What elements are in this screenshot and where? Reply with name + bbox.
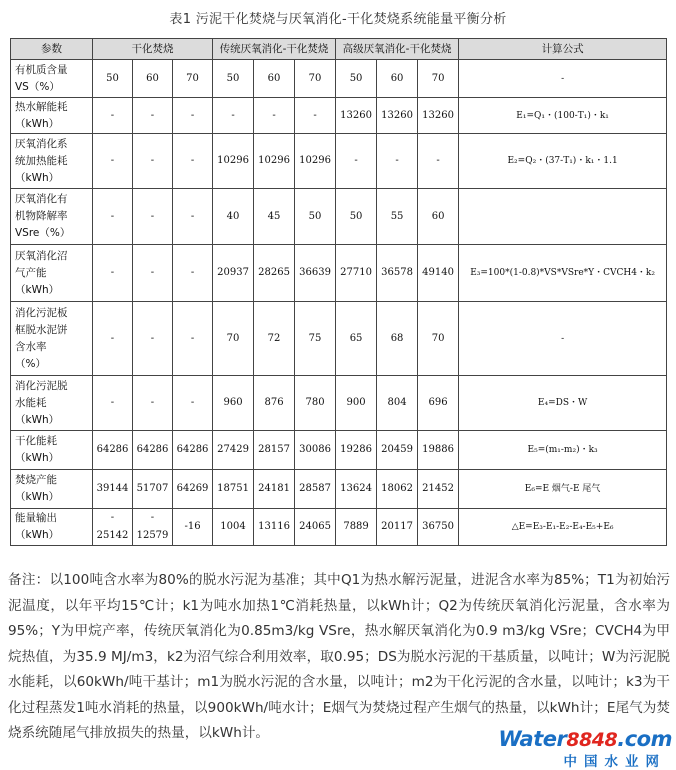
value-cell: 696 bbox=[418, 376, 459, 431]
value-cell: 804 bbox=[377, 376, 418, 431]
parameter-line: （kWh） bbox=[15, 117, 60, 130]
value-cell: 50 bbox=[336, 189, 377, 245]
row-parameter bbox=[11, 134, 93, 189]
value-cell: - bbox=[254, 98, 295, 134]
parameter-line: 消化污泥脱 bbox=[15, 379, 68, 392]
header-param: 参数 bbox=[11, 39, 93, 60]
row-parameter bbox=[11, 60, 93, 98]
value-cell: 28587 bbox=[295, 470, 336, 509]
formula-cell: E₄=DS・W bbox=[459, 376, 667, 431]
value-cell: 21452 bbox=[418, 470, 459, 509]
value-cell: 20117 bbox=[377, 509, 418, 546]
value-cell: 40 bbox=[213, 189, 254, 245]
parameter-line: 热水解能耗 bbox=[15, 100, 68, 113]
value-cell: 27429 bbox=[213, 431, 254, 470]
row-parameter bbox=[11, 302, 93, 376]
formula-cell: - bbox=[459, 60, 667, 98]
logo-cn-text: 中国水业网 bbox=[563, 754, 666, 770]
table-row bbox=[11, 134, 667, 189]
value-cell: 68 bbox=[377, 302, 418, 376]
formula-cell: - bbox=[459, 302, 667, 376]
value-cell: 900 bbox=[336, 376, 377, 431]
value-cell: 50 bbox=[93, 60, 133, 98]
parameter-line: （kWh） bbox=[15, 413, 60, 426]
header-conventional-ad: 传统厌氧消化-干化焚烧 bbox=[213, 39, 336, 60]
value-cell: 24181 bbox=[254, 470, 295, 509]
logo-water-text: Water bbox=[498, 727, 567, 751]
row-parameter bbox=[11, 431, 93, 470]
value-cell: 10296 bbox=[254, 134, 295, 189]
table-row bbox=[11, 376, 667, 431]
value-cell: 70 bbox=[173, 60, 213, 98]
table-row bbox=[11, 431, 667, 470]
energy-balance-table bbox=[10, 38, 667, 546]
value-cell: - bbox=[133, 134, 173, 189]
value-cell: 19886 bbox=[418, 431, 459, 470]
header-dry-incineration: 干化焚烧 bbox=[93, 39, 213, 60]
value-cell: - bbox=[173, 376, 213, 431]
logo-com-text: .com bbox=[617, 727, 672, 751]
parameter-line: 气产能 bbox=[15, 266, 47, 279]
row-parameter bbox=[11, 376, 93, 431]
value-cell: - bbox=[173, 302, 213, 376]
parameter-line: 厌氧消化沼 bbox=[15, 249, 68, 262]
parameter-line: （kWh） bbox=[15, 171, 60, 184]
parameter-line: 水能耗 bbox=[15, 396, 47, 409]
parameter-line: （kWh） bbox=[15, 491, 60, 503]
table-title: 表1 污泥干化焚烧与厌氧消化-干化焚烧系统能量平衡分析 bbox=[169, 12, 507, 27]
value-cell: 960 bbox=[213, 376, 254, 431]
value-cell: 20459 bbox=[377, 431, 418, 470]
value-cell: - bbox=[93, 98, 133, 134]
parameter-line: 有机质含量 bbox=[15, 63, 68, 76]
value-cell: 36639 bbox=[295, 245, 336, 302]
value-cell: 64286 bbox=[173, 431, 213, 470]
value-cell: 28265 bbox=[254, 245, 295, 302]
value-cell: 60 bbox=[133, 60, 173, 98]
value-cell: - bbox=[213, 98, 254, 134]
parameter-line: （kWh） bbox=[15, 529, 60, 541]
header-advanced-ad: 高级厌氧消化-干化焚烧 bbox=[336, 39, 459, 60]
value-cell: -16 bbox=[173, 509, 213, 546]
value-cell: 13260 bbox=[418, 98, 459, 134]
watermark-logo bbox=[498, 727, 672, 770]
parameter-line: （%） bbox=[15, 357, 46, 370]
value-cell: 70 bbox=[418, 60, 459, 98]
parameter-line: 机物降解率 bbox=[15, 210, 68, 222]
formula-cell: E₃=100*(1-0.8)*VS*VSre*Y・CVCH4・k₂ bbox=[459, 245, 667, 302]
parameter-line: 统加热能耗 bbox=[15, 154, 68, 167]
value-cell: 13260 bbox=[377, 98, 418, 134]
value-cell: 19286 bbox=[336, 431, 377, 470]
parameter-line: 厌氧消化有 bbox=[15, 193, 68, 205]
parameter-line: 干化能耗 bbox=[15, 435, 57, 447]
formula-cell: E₂=Q₂・(37-T₁)・k₁・1.1 bbox=[459, 134, 667, 189]
value-cell: - bbox=[377, 134, 418, 189]
header-formula: 计算公式 bbox=[459, 39, 667, 60]
parameter-line: 能量输出 bbox=[15, 512, 57, 524]
value-cell: - bbox=[173, 134, 213, 189]
value-cell: - bbox=[173, 245, 213, 302]
value-cell: 27710 bbox=[336, 245, 377, 302]
parameter-line: （kWh） bbox=[15, 283, 60, 296]
value-cell: - bbox=[93, 134, 133, 189]
row-parameter bbox=[11, 98, 93, 134]
value-cell: - bbox=[133, 245, 173, 302]
value-cell: - bbox=[295, 98, 336, 134]
table-header-row bbox=[11, 39, 667, 60]
parameter-line: （kWh） bbox=[15, 452, 60, 464]
value-cell: 65 bbox=[336, 302, 377, 376]
value-cell: 51707 bbox=[133, 470, 173, 509]
value-cell: 50 bbox=[336, 60, 377, 98]
value-cell: 13116 bbox=[254, 509, 295, 546]
value-cell: 55 bbox=[377, 189, 418, 245]
value-cell: 7889 bbox=[336, 509, 377, 546]
table-row bbox=[11, 60, 667, 98]
value-cell: 13260 bbox=[336, 98, 377, 134]
table-footnote: 备注：以100吨含水率为80%的脱水污泥为基准；其中Q1为热水解污泥量，进泥含水率为85%；T1为初始污泥温度，以年平均15℃计；k1为吨水加热1℃消耗热量，以kWh计；Q2为传统厌氧消化污泥量，含水率为95%；Y为甲烷产率，传统厌氧消化为0.85m3/kg VSre，热水解厌氧消化为0.9 m3/kg VSre；CVCH4为甲烷热值，为35.9 MJ/m3，k2为沼气综合利用效率，取0.95；DS为脱水污泥的干基质量，以吨计；W为污泥脱水能耗，以60kWh/吨干基计；m1为脱水污泥的含水量，以吨计；m2为干化污泥的含水量，以吨计；k3为干化过程蒸发1吨水消耗的热量，以900kWh/吨水计；E烟气为焚烧过程产生烟气的热量，以kWh计；E尾气为焚烧系统随尾气排放损失的热量，以kWh计。 bbox=[8, 572, 670, 741]
formula-cell: E₆=E 烟气-E 尾气 bbox=[459, 470, 667, 509]
value-cell: - bbox=[133, 189, 173, 245]
table-row bbox=[11, 245, 667, 302]
value-cell: 28157 bbox=[254, 431, 295, 470]
table-row bbox=[11, 98, 667, 134]
value-cell: - 12579 bbox=[133, 509, 173, 546]
parameter-line: 厌氧消化系 bbox=[15, 137, 68, 150]
row-parameter bbox=[11, 189, 93, 245]
value-cell: 49140 bbox=[418, 245, 459, 302]
value-cell: 780 bbox=[295, 376, 336, 431]
parameter-line: VS（%） bbox=[15, 80, 60, 93]
value-cell: 60 bbox=[254, 60, 295, 98]
value-cell: 64286 bbox=[93, 431, 133, 470]
value-cell: 24065 bbox=[295, 509, 336, 546]
value-cell: 60 bbox=[377, 60, 418, 98]
formula-cell bbox=[459, 189, 667, 245]
value-cell: 70 bbox=[295, 60, 336, 98]
parameter-line: 框脱水泥饼 bbox=[15, 323, 68, 336]
parameter-line: 焚烧产能 bbox=[15, 474, 57, 486]
value-cell: - bbox=[336, 134, 377, 189]
value-cell: - bbox=[133, 376, 173, 431]
row-parameter bbox=[11, 470, 93, 509]
table-row bbox=[11, 302, 667, 376]
value-cell: 64286 bbox=[133, 431, 173, 470]
value-cell: 60 bbox=[418, 189, 459, 245]
value-cell: 36578 bbox=[377, 245, 418, 302]
value-cell: - 25142 bbox=[93, 509, 133, 546]
value-cell: 45 bbox=[254, 189, 295, 245]
value-cell: 50 bbox=[295, 189, 336, 245]
value-cell: 18062 bbox=[377, 470, 418, 509]
table-row bbox=[11, 509, 667, 546]
value-cell: - bbox=[93, 302, 133, 376]
value-cell: 876 bbox=[254, 376, 295, 431]
value-cell: 50 bbox=[213, 60, 254, 98]
value-cell: - bbox=[93, 189, 133, 245]
value-cell: - bbox=[93, 376, 133, 431]
value-cell: 10296 bbox=[295, 134, 336, 189]
table-row bbox=[11, 189, 667, 245]
value-cell: 13624 bbox=[336, 470, 377, 509]
value-cell: - bbox=[133, 302, 173, 376]
value-cell: 36750 bbox=[418, 509, 459, 546]
value-cell: 30086 bbox=[295, 431, 336, 470]
value-cell: 10296 bbox=[213, 134, 254, 189]
table-row bbox=[11, 470, 667, 509]
formula-cell: △E=E₃-E₁-E₂-E₄-E₅+E₆ bbox=[459, 509, 667, 546]
row-parameter bbox=[11, 245, 93, 302]
value-cell: 20937 bbox=[213, 245, 254, 302]
parameter-line: 含水率 bbox=[15, 340, 47, 353]
value-cell: 18751 bbox=[213, 470, 254, 509]
value-cell: 70 bbox=[213, 302, 254, 376]
formula-cell: E₁=Q₁・(100-T₁)・k₁ bbox=[459, 98, 667, 134]
logo-number-text: 8848 bbox=[566, 729, 618, 751]
formula-cell: E₅=(m₁-m₂)・k₃ bbox=[459, 431, 667, 470]
value-cell: 70 bbox=[418, 302, 459, 376]
value-cell: 72 bbox=[254, 302, 295, 376]
value-cell: - bbox=[173, 189, 213, 245]
value-cell: - bbox=[93, 245, 133, 302]
value-cell: - bbox=[173, 98, 213, 134]
value-cell: 64269 bbox=[173, 470, 213, 509]
parameter-line: VSre（%） bbox=[15, 227, 71, 239]
parameter-line: 消化污泥板 bbox=[15, 306, 68, 319]
value-cell: 75 bbox=[295, 302, 336, 376]
value-cell: - bbox=[418, 134, 459, 189]
value-cell: 39144 bbox=[93, 470, 133, 509]
value-cell: - bbox=[133, 98, 173, 134]
row-parameter bbox=[11, 509, 93, 546]
value-cell: 1004 bbox=[213, 509, 254, 546]
